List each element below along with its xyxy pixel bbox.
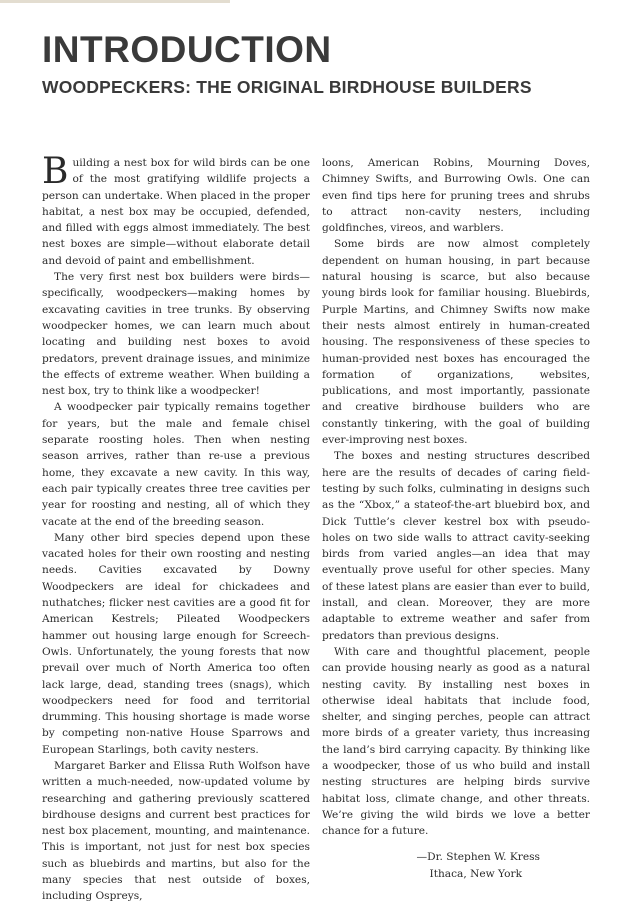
signature-location: Ithaca, New York (429, 867, 522, 880)
paragraph-3: A woodpecker pair typically remains together for years, but the male and female chisel separate roosting holes. Then when nesting season arrives, rather than re-use a previous home, they excavate a new cavity. In this way, each pair typically creates three tree cavities per year for roosting and nesting, all of which they vacate at the end of the breeding season. (42, 401, 310, 528)
page-subtitle: WOODPECKERS: THE ORIGINAL BIRDHOUSE BUILDERS (42, 77, 532, 97)
paragraph-4: Many other bird species depend upon these vacated holes for their own roosting and nesting needs. Cavities excavated by Downy Woodpeckers are ideal for chickadees and nuthatches; flicker nest cavities are a good fit for American Kestrels; Pileated Woodpeckers hammer out housing large enough for Screech-Owls. Unfortunately, the young forests that now prevail over much of North America too often lack large, dead, standing trees (snags), which woodpeckers need for food and territorial drumming. This housing shortage is made worse by competing non-native House Sparrows and European Starlings, both cavity nesters. (42, 531, 310, 756)
paragraph-1 (42, 151, 310, 269)
paragraph-2: The very first nest box builders were birds—specifically, woodpeckers—making homes by excavating cavities in tree trunks. By observing woodpecker homes, we can learn much about locating and building nest boxes to avoid predators, prevent drainage issues, and minimize the effects of extreme weather. When building a nest box, try to think like a woodpecker! (42, 271, 310, 398)
paragraph-5: Margaret Barker and Elissa Ruth Wolfson have written a much-needed, now-updated volume by researching and gathering previously scattered birdhouse designs and current best practices for nest box placement, mounting, and maintenance. This is important, not just for nest box species such as bluebirds and martins, but also for the many species that nest outside of boxes, including Ospreys, (42, 759, 310, 903)
top-accent-bar (0, 0, 230, 3)
left-column (42, 151, 310, 905)
signature-name: —Dr. Stephen W. Kress (416, 851, 540, 864)
paragraph-8: The boxes and nesting structures described here are the results of decades of caring field-testing by such folks, culminating in designs such as the “Xbox,” a stateof-the-art bluebird box, and Dick Tuttle’s clever kestrel box with pseudo-holes on two side walls to attract cavity-seeking birds from varied angles—an idea that may eventually prove useful for other species. Many of these latest plans are easier than ever to build, install, and clean. Moreover, they are more adaptable to extreme weather and safer from predators than previous designs. (322, 450, 590, 642)
paragraph-1-text: uilding a nest box for wild birds can be one of the most gratifying wildlife projects a person can undertake. When placed in the proper habitat, a nest box may be occupied, defended, and filled with eggs almost immediately. The best nest boxes are simple—without elaborate detail and devoid of paint and embellishment. (42, 157, 310, 267)
right-column (322, 155, 590, 882)
page-title: INTRODUCTION (42, 29, 332, 70)
paragraph-9: With care and thoughtful placement, people can provide housing nearly as good as a natural nesting cavity. By installing nest boxes in otherwise ideal habitats that include food, shelter, and singing perches, people can attract more birds of a greater variety, thus increasing the land’s bird carrying capacity. By thinking like a woodpecker, those of us who build and install nesting structures are helping birds survive habitat loss, climate change, and other threats. We’re giving the wild birds we love a better chance for a future. (322, 645, 590, 838)
drop-cap: B (42, 151, 69, 192)
paragraph-7: Some birds are now almost completely dependent on human housing, in part because natural housing is scarce, but also because young birds look for familiar housing. Bluebirds, Purple Martins, and Chimney Swifts now make their nests almost entirely in human-created housing. The responsiveness of these species to human-provided nest boxes has encouraged the formation of organizations, websites, publications, and most importantly, passionate and creative birdhouse builders who are constantly tinkering, with the goal of building ever-improving nest boxes. (322, 238, 590, 447)
paragraph-6: loons, American Robins, Mourning Doves, Chimney Swifts, and Burrowing Owls. One can even find tips here for pruning trees and shrubs to attract non-cavity nesters, including goldfinches, vireos, and warblers. (322, 157, 590, 235)
signature-block (322, 849, 590, 882)
